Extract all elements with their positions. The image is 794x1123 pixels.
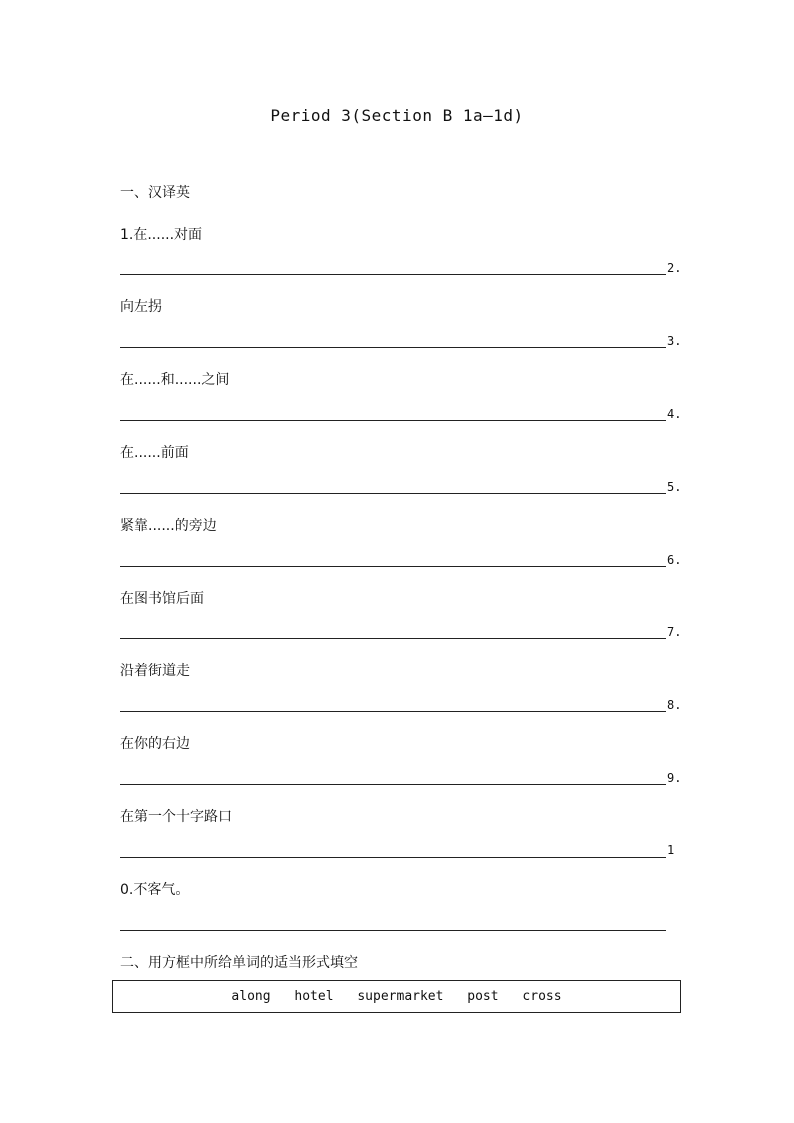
word-bank-list bbox=[113, 989, 680, 1004]
question-number: 1 bbox=[667, 843, 675, 857]
section-1-heading: 一、汉译英 bbox=[120, 185, 190, 201]
answer-line[interactable] bbox=[120, 638, 666, 639]
question-item-text: 0.不客气。 bbox=[120, 882, 190, 898]
question-number: 4. bbox=[667, 407, 682, 421]
word-bank-word: along bbox=[231, 989, 271, 1004]
question-item-text: 1.在......对面 bbox=[120, 227, 203, 243]
answer-line[interactable] bbox=[120, 857, 666, 858]
question-number: 5. bbox=[667, 480, 682, 494]
question-item-text: 沿着街道走 bbox=[120, 663, 190, 679]
question-number: 6. bbox=[667, 553, 682, 567]
answer-line[interactable] bbox=[120, 784, 666, 785]
question-item-text: 在第一个十字路口 bbox=[120, 809, 232, 825]
word-bank-word: supermarket bbox=[357, 989, 444, 1004]
section-2-heading: 二、用方框中所给单词的适当形式填空 bbox=[120, 955, 358, 971]
question-number: 2. bbox=[667, 261, 682, 275]
word-bank-box bbox=[112, 980, 681, 1013]
question-item-text: 在图书馆后面 bbox=[120, 591, 204, 607]
answer-line[interactable] bbox=[120, 274, 666, 275]
page-title: Period 3(Section B 1a—1d) bbox=[270, 106, 524, 125]
question-item-text: 在......前面 bbox=[120, 445, 189, 461]
answer-line[interactable] bbox=[120, 493, 666, 494]
question-number: 7. bbox=[667, 625, 682, 639]
question-number: 3. bbox=[667, 334, 682, 348]
question-item-text: 紧靠......的旁边 bbox=[120, 518, 217, 534]
question-number: 9. bbox=[667, 771, 682, 785]
word-bank-word: cross bbox=[522, 989, 562, 1004]
question-number: 8. bbox=[667, 698, 682, 712]
question-item-text: 在你的右边 bbox=[120, 736, 190, 752]
answer-line[interactable] bbox=[120, 566, 666, 567]
question-item-text: 在......和......之间 bbox=[120, 372, 230, 388]
word-bank-word: post bbox=[467, 989, 499, 1004]
answer-line[interactable] bbox=[120, 420, 666, 421]
answer-line[interactable] bbox=[120, 930, 666, 931]
answer-line[interactable] bbox=[120, 711, 666, 712]
answer-line[interactable] bbox=[120, 347, 666, 348]
question-item-text: 向左拐 bbox=[120, 299, 162, 315]
word-bank-word: hotel bbox=[294, 989, 334, 1004]
